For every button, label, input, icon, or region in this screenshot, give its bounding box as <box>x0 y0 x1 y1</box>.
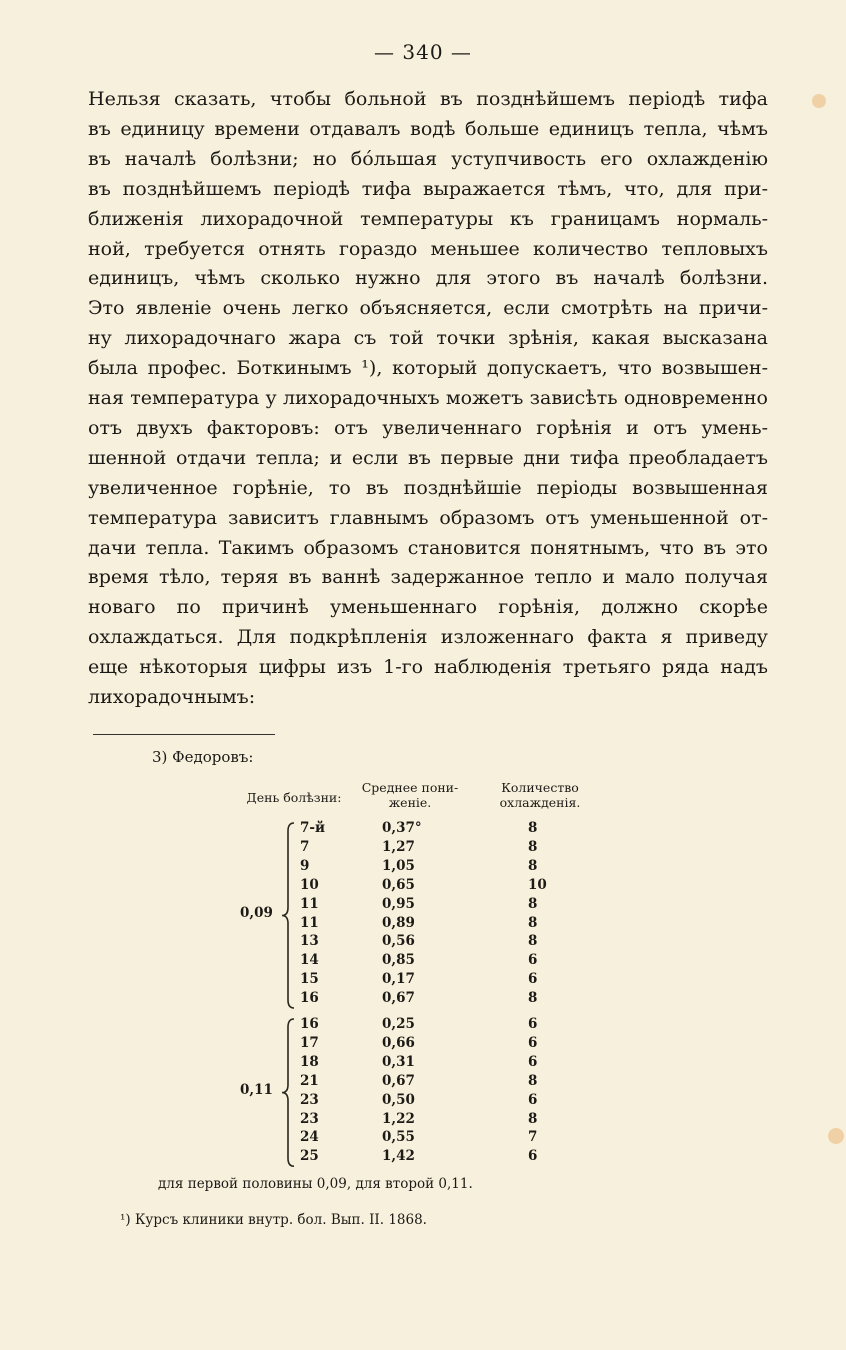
table-cell-drop: 1,42 <box>382 1148 415 1165</box>
paragraph-line: охлаждаться. Для подкрѣпленія изложеннаго факта я приведу <box>88 626 768 649</box>
table-cell-drop: 0,55 <box>382 1129 415 1146</box>
table-cell-count: 8 <box>528 933 538 950</box>
summary-line: для первой половины 0,09, для второй 0,11. <box>158 1176 473 1192</box>
table-cell-count: 8 <box>528 914 538 931</box>
table-cell-count: 6 <box>528 952 538 969</box>
table-cell-drop: 0,67 <box>382 990 415 1007</box>
paragraph-line: ближенія лихорадочной температуры къ границамъ нормаль- <box>88 207 768 230</box>
paper-stain <box>828 1128 844 1144</box>
table-cell-drop: 0,56 <box>382 933 415 950</box>
section-rule <box>93 734 275 735</box>
paragraph-line: дачи тепла. Такимъ образомъ становится понятнымъ, что въ это <box>88 536 768 559</box>
table-cell-count: 8 <box>528 895 538 912</box>
table-cell-count: 8 <box>528 990 538 1007</box>
table-cell-count: 8 <box>528 820 538 836</box>
table-cell-drop: 0,17 <box>382 971 415 988</box>
paragraph-line: ная температура у лихорадочныхъ можетъ зависѣть одновременно <box>88 387 768 409</box>
table-cell-drop: 1,05 <box>382 857 415 874</box>
group-average: 0,09 <box>240 904 273 921</box>
table-cell-drop: 1,22 <box>382 1110 415 1127</box>
table-cell-count: 10 <box>528 876 547 893</box>
table-cell-count: 8 <box>528 1072 538 1089</box>
footnote: ¹) Курсъ клиники внутр. бол. Вып. II. 1868. <box>120 1212 427 1228</box>
table-cell-day: 7 <box>300 838 310 855</box>
paragraph-line: Нельзя сказать, чтобы больной въ позднѣйшемъ періодѣ тифа <box>88 88 768 110</box>
group-brace <box>280 1017 300 1168</box>
table-cell-day: 11 <box>300 895 319 912</box>
table-cell-count: 6 <box>528 1016 538 1032</box>
paragraph-line: отъ двухъ факторовъ: отъ увеличеннаго горѣнія и отъ умень- <box>88 416 768 439</box>
table-cell-drop: 0,65 <box>382 876 415 893</box>
table-cell-count: 6 <box>528 1091 538 1108</box>
paragraph-line: въ единицу времени отдавалъ водѣ больше единицъ тепла, чѣмъ <box>88 117 768 140</box>
table-cell-day: 18 <box>300 1053 319 1070</box>
table-cell-count: 8 <box>528 857 538 874</box>
table-cell-drop: 0,85 <box>382 952 415 969</box>
table-cell-day: 10 <box>300 876 319 893</box>
table-cell-day: 17 <box>300 1034 319 1051</box>
table-cell-drop: 0,67 <box>382 1072 415 1089</box>
table-cell-count: 7 <box>528 1129 538 1146</box>
case-title: 3) Федоровъ: <box>152 748 254 766</box>
table-cell-day: 14 <box>300 952 319 969</box>
table-cell-drop: 0,50 <box>382 1091 415 1108</box>
table-cell-day: 16 <box>300 1016 319 1032</box>
paragraph-line: въ позднѣйшемъ періодѣ тифа выражается тѣмъ, что, для при- <box>88 177 768 200</box>
paragraph-line: новаго по причинѣ уменьшеннаго горѣнія, должно скорѣе <box>88 596 768 619</box>
paragraph-line: время тѣло, теряя въ ваннѣ задержанное тепло и мало получая <box>88 566 768 589</box>
table-cell-day: 15 <box>300 971 319 988</box>
table-cell-count: 8 <box>528 1110 538 1127</box>
table-cell-count: 6 <box>528 1034 538 1051</box>
table-cell-drop: 0,89 <box>382 914 415 931</box>
table-cell-drop: 0,66 <box>382 1034 415 1051</box>
table-cell-day: 23 <box>300 1110 319 1127</box>
table-cell-day: 11 <box>300 914 319 931</box>
table-cell-day: 25 <box>300 1148 319 1165</box>
header-count: Количество охлажденія. <box>499 780 581 810</box>
paragraph-line: увеличенное горѣніе, то въ позднѣйшіе періоды возвышенная <box>88 476 768 499</box>
paragraph-line: была профес. Боткинымъ ¹), который допускаетъ, что возвышен- <box>88 357 768 380</box>
paragraph-line: Это явленіе очень легко объясняется, если смотрѣть на причи- <box>88 297 768 320</box>
group-brace <box>280 821 300 1010</box>
table-cell-count: 8 <box>528 838 538 855</box>
header-mean-drop: Среднее пони- женіе. <box>361 780 459 810</box>
table-cell-day: 23 <box>300 1091 319 1108</box>
table-cell-count: 6 <box>528 1148 538 1165</box>
page-number: — 340 — <box>374 40 472 64</box>
table-cell-day: 9 <box>300 857 310 874</box>
table-cell-drop: 0,31 <box>382 1053 415 1070</box>
table-cell-day: 13 <box>300 933 319 950</box>
table-cell-day: 7-й <box>300 820 326 836</box>
table-cell-drop: 0,95 <box>382 895 415 912</box>
paragraph-line: температура зависитъ главнымъ образомъ отъ уменьшенной от- <box>88 506 768 529</box>
table-cell-drop: 0,37° <box>382 820 422 836</box>
group-average: 0,11 <box>240 1081 273 1098</box>
table-cell-count: 6 <box>528 971 538 988</box>
header-day: День болѣзни: <box>246 790 342 805</box>
table-cell-day: 24 <box>300 1129 319 1146</box>
paragraph-line: въ началѣ болѣзни; но бо́льшая уступчивость его охлажденію <box>88 147 768 170</box>
paragraph-line: лихорадочнымъ: <box>88 686 256 708</box>
paragraph-line: единицъ, чѣмъ сколько нужно для этого въ началѣ болѣзни. <box>88 267 768 290</box>
table-cell-drop: 1,27 <box>382 838 415 855</box>
paragraph-line: ной, требуется отнять гораздо меньшее количество тепловыхъ <box>88 237 768 260</box>
table-cell-day: 21 <box>300 1072 319 1089</box>
table-cell-day: 16 <box>300 990 319 1007</box>
paragraph-line: ну лихорадочнаго жара съ той точки зрѣнія, какая высказана <box>88 327 768 350</box>
paragraph-line: шенной отдачи тепла; и если въ первые дни тифа преобладаетъ <box>88 446 768 469</box>
table-cell-count: 6 <box>528 1053 538 1070</box>
table-cell-drop: 0,25 <box>382 1016 415 1032</box>
paragraph-line: еще нѣкоторыя цифры изъ 1-го наблюденія третьяго ряда надъ <box>88 656 768 679</box>
paper-stain <box>812 94 826 108</box>
